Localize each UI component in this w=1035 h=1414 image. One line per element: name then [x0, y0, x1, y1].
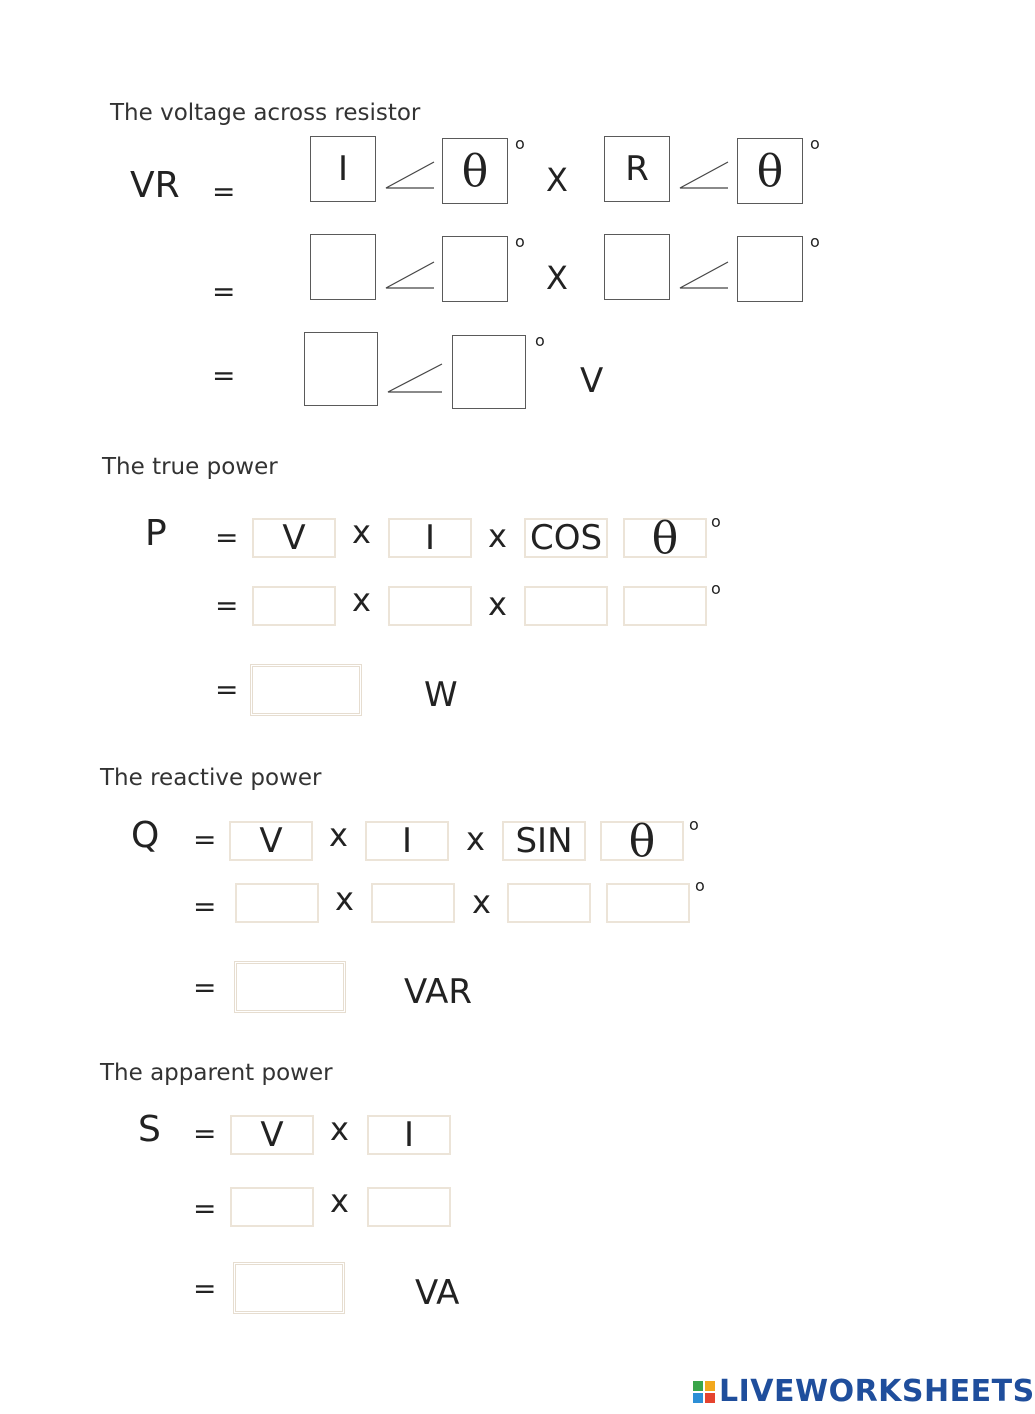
- cos-box: COS: [524, 518, 608, 558]
- liveworksheets-logo-icon: [693, 1381, 715, 1403]
- heading-reactive-power: The reactive power: [100, 765, 322, 791]
- equals-sign: =: [193, 823, 217, 856]
- current-box: I: [365, 821, 449, 861]
- degree-mark: o: [810, 232, 820, 251]
- voltage-magnitude-input[interactable]: [304, 332, 378, 406]
- degree-mark: o: [711, 579, 721, 598]
- current-input[interactable]: [371, 883, 455, 923]
- degree-mark: o: [515, 232, 525, 251]
- equals-sign: =: [193, 971, 217, 1004]
- reactive-power-answer-input[interactable]: [234, 961, 346, 1013]
- equals-sign: =: [212, 175, 236, 208]
- current-magnitude-input[interactable]: [310, 234, 376, 300]
- multiply-sign: x: [330, 1110, 349, 1148]
- voltage-symbol: VR: [130, 165, 180, 206]
- resistance-angle-box: θ: [737, 138, 803, 204]
- multiply-sign: x: [488, 517, 507, 555]
- voltage-box: V: [230, 1115, 314, 1155]
- angle-box: θ: [600, 821, 684, 861]
- equals-sign: =: [193, 1272, 217, 1305]
- angle-symbol: [384, 260, 436, 290]
- heading-voltage: The voltage across resistor: [110, 100, 421, 126]
- multiply-sign: x: [352, 581, 371, 619]
- resistance-angle-input[interactable]: [737, 236, 803, 302]
- apparent-power-answer-input[interactable]: [233, 1262, 345, 1314]
- liveworksheets-logo: [693, 1374, 1035, 1409]
- multiply-sign: x: [335, 880, 354, 918]
- current-input[interactable]: [388, 586, 472, 626]
- power-symbol: P: [145, 513, 167, 554]
- equals-sign: =: [212, 275, 236, 308]
- equals-sign: =: [212, 359, 236, 392]
- angle-symbol: [678, 160, 730, 190]
- angle-box: θ: [623, 518, 707, 558]
- resistance-magnitude-box: R: [604, 136, 670, 202]
- degree-mark: o: [689, 815, 699, 834]
- angle-symbol: [384, 160, 436, 190]
- degree-mark: o: [695, 876, 705, 895]
- reactive-power-symbol: Q: [131, 815, 160, 856]
- voltage-input[interactable]: [230, 1187, 314, 1227]
- multiply-sign: x: [329, 816, 348, 854]
- angle-symbol: [678, 260, 730, 290]
- voltage-angle-input[interactable]: [452, 335, 526, 409]
- unit-var: VAR: [404, 972, 472, 1012]
- heading-true-power: The true power: [102, 454, 278, 480]
- resistance-magnitude-input[interactable]: [604, 234, 670, 300]
- multiply-sign: x: [466, 820, 485, 858]
- current-box: I: [367, 1115, 451, 1155]
- voltage-box: V: [252, 518, 336, 558]
- degree-mark: o: [535, 331, 545, 350]
- degree-mark: o: [711, 512, 721, 531]
- degree-mark: o: [515, 134, 525, 153]
- unit-watt: W: [424, 675, 458, 715]
- angle-input[interactable]: [623, 586, 707, 626]
- equals-sign: =: [215, 589, 239, 622]
- cos-input[interactable]: [524, 586, 608, 626]
- voltage-input[interactable]: [235, 883, 319, 923]
- true-power-answer-input[interactable]: [250, 664, 362, 716]
- current-input[interactable]: [367, 1187, 451, 1227]
- sin-input[interactable]: [507, 883, 591, 923]
- sin-box: SIN: [502, 821, 586, 861]
- current-magnitude-box: I: [310, 136, 376, 202]
- current-box: I: [388, 518, 472, 558]
- current-angle-input[interactable]: [442, 236, 508, 302]
- unit-volt: V: [580, 361, 604, 401]
- equals-sign: =: [193, 1192, 217, 1225]
- logo-text: LIVEWORKSHEETS: [719, 1374, 1035, 1409]
- voltage-input[interactable]: [252, 586, 336, 626]
- heading-apparent-power: The apparent power: [100, 1060, 333, 1086]
- voltage-box: V: [229, 821, 313, 861]
- degree-mark: o: [810, 134, 820, 153]
- multiply-sign: x: [488, 585, 507, 623]
- multiply-sign: X: [546, 161, 568, 199]
- equals-sign: =: [193, 1117, 217, 1150]
- angle-symbol: [386, 362, 444, 394]
- multiply-sign: x: [472, 883, 491, 921]
- angle-input[interactable]: [606, 883, 690, 923]
- apparent-power-symbol: S: [138, 1109, 161, 1150]
- multiply-sign: x: [330, 1182, 349, 1220]
- current-angle-box: θ: [442, 138, 508, 204]
- equals-sign: =: [215, 673, 239, 706]
- multiply-sign: x: [352, 513, 371, 551]
- equals-sign: =: [193, 890, 217, 923]
- multiply-sign: X: [546, 259, 568, 297]
- equals-sign: =: [215, 521, 239, 554]
- unit-va: VA: [415, 1273, 460, 1313]
